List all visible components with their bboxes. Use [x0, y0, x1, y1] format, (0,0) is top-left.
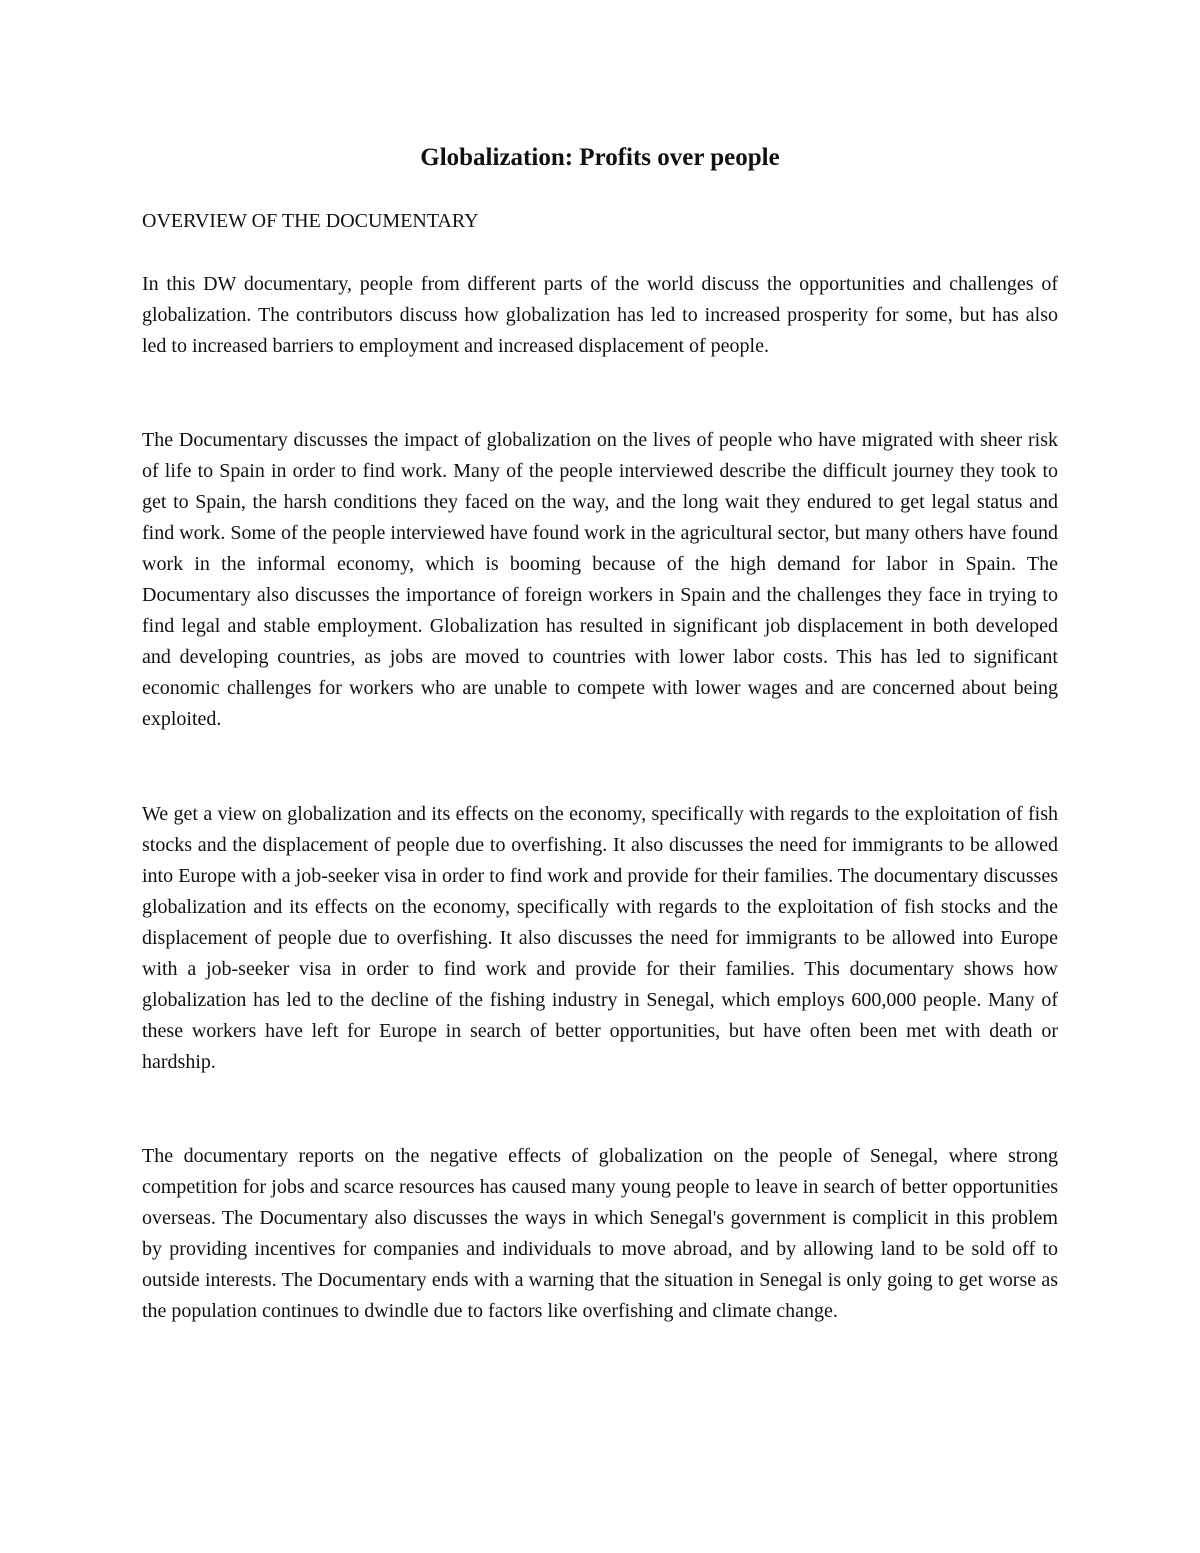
paragraph-3: We get a view on globalization and its effects on the economy, specifically with regards to the exploitation of fish stocks and the displacement of people due to overfishing. It also discusses the need for immigrants to be allowed into Europe with a job-seeker visa in order to find work and provide for their families. The documentary discusses globalization and its effects on the economy, specifically with regards to the exploitation of fish stocks and the displacement of people due to overfishing. It also discusses the need for immigrants to be allowed into Europe with a job-seeker visa in order to find work and provide for their families. This documentary shows how globalization has led to the decline of the fishing industry in Senegal, which employs 600,000 people. Many of these workers have left for Europe in search of better opportunities, but have often been met with death or hardship. [142, 803, 1058, 1073]
paragraph-2: The Documentary discusses the impact of globalization on the lives of people who have migrated with sheer risk of life to Spain in order to find work. Many of the people interviewed describe the difficult journey they took to get to Spain, the harsh conditions they faced on the way, and the long wait they endured to get legal status and find work. Some of the people interviewed have found work in the agricultural sector, but many others have found work in the informal economy, which is booming because of the high demand for labor in Spain. The Documentary also discusses the importance of foreign workers in Spain and the challenges they face in trying to find legal and stable employment. Globalization has resulted in significant job displacement in both developed and developing countries, as jobs are moved to countries with lower labor costs. This has led to significant economic challenges for workers who are unable to compete with lower wages and are concerned about being exploited. [142, 429, 1058, 730]
section-heading: OVERVIEW OF THE DOCUMENTARY [142, 210, 479, 232]
document-title: Globalization: Profits over people [420, 144, 780, 171]
paragraph-1: In this DW documentary, people from different parts of the world discuss the opportunities and challenges of globalization. The contributors discuss how globalization has led to increased prosperity for some, but has also led to increased barriers to employment and increased displacement of people. [142, 273, 1058, 357]
paragraph-4: The documentary reports on the negative effects of globalization on the people of Senegal, where strong competition for jobs and scarce resources has caused many young people to leave in search of better opportunities overseas. The Documentary also discusses the ways in which Senegal's government is complicit in this problem by providing incentives for companies and individuals to move abroad, and by allowing land to be sold off to outside interests. The Documentary ends with a warning that the situation in Senegal is only going to get worse as the population continues to dwindle due to factors like overfishing and climate change. [142, 1145, 1058, 1322]
